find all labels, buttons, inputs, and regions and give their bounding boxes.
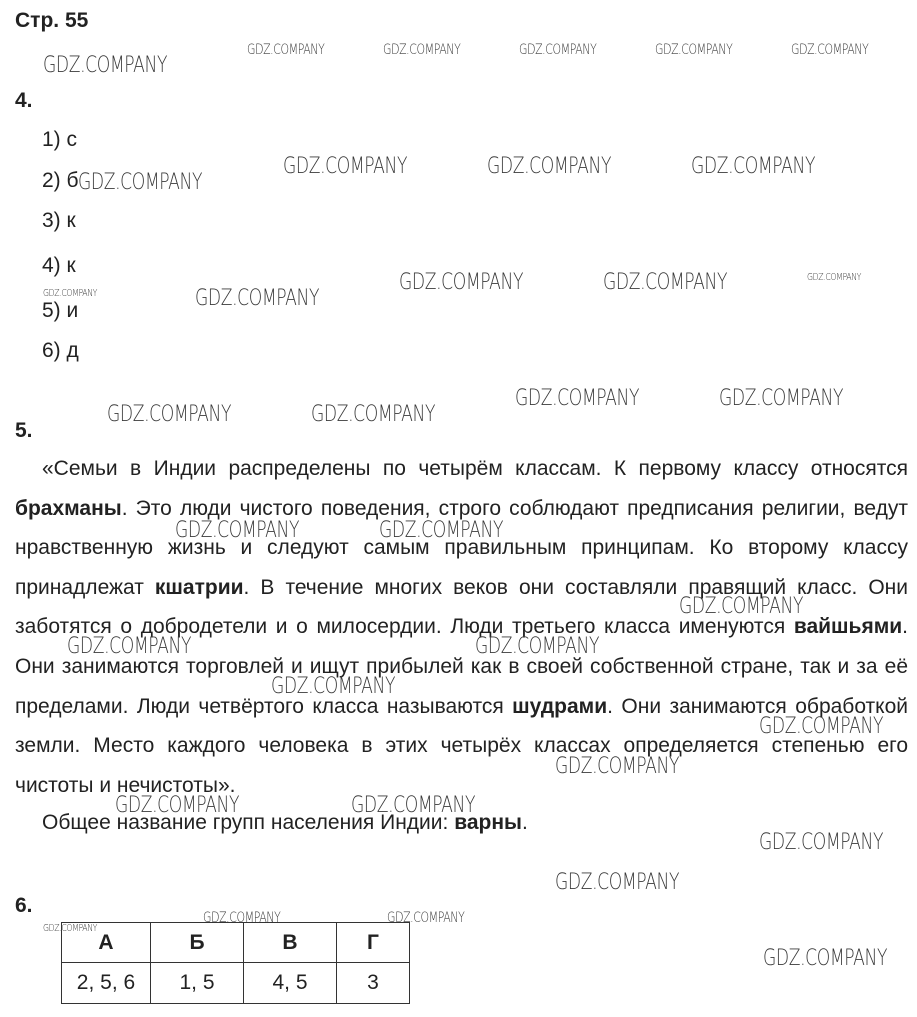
watermark-logo: GDZ.COMPANY (115, 793, 240, 818)
task-4-number: 4. (15, 89, 33, 112)
watermark-logo: GDZ.COMPANY (399, 270, 524, 295)
watermark-logo: GDZ.COMPANY (175, 518, 300, 543)
task-5-number: 5. (15, 419, 33, 442)
watermark-logo: GDZ.COMPANY (519, 42, 597, 58)
watermark-logo: GDZ.COMPANY (763, 946, 888, 971)
summary-answer: варны (454, 811, 522, 834)
table-cell-b: 1, 5 (151, 963, 244, 1004)
watermark-logo: GDZ.COMPANY (67, 634, 192, 659)
watermark-logo: GDZ.COMPANY (719, 386, 844, 411)
page-title: Стр. 55 (15, 9, 89, 32)
table-cell-v: 4, 5 (244, 963, 337, 1004)
watermark-logo: GDZ.COMPANY (555, 870, 680, 895)
watermark-logo: GDZ.COMPANY (555, 754, 680, 779)
task-4-answer-2: 2) б (42, 169, 79, 192)
watermark-logo: GDZ.COMPANY (311, 402, 436, 427)
table-header-row (62, 923, 410, 963)
watermark-logo: GDZ.COMPANY (43, 288, 98, 299)
watermark-logo: GDZ.COMPANY (791, 42, 869, 58)
watermark-logo: GDZ.COMPANY (759, 830, 884, 855)
summary-end: . (521, 811, 528, 834)
table-cell-g: 3 (337, 963, 410, 1004)
watermark-logo: GDZ.COMPANY (387, 910, 465, 926)
watermark-logo: GDZ.COMPANY (807, 272, 862, 283)
watermark-logo: GDZ.COMPANY (247, 42, 325, 58)
task-6-table (61, 922, 410, 1004)
task-4-answer-4: 4) к (42, 254, 76, 277)
task-4-answer-5: 5) и (42, 299, 79, 322)
term-vaishyas: вайшьями (793, 615, 903, 639)
watermark-logo: GDZ.COMPANY (515, 386, 640, 411)
table-row (62, 963, 410, 1004)
task-6-number: 6. (15, 894, 33, 917)
watermark-logo: GDZ.COMPANY (603, 270, 728, 295)
watermark-logo: GDZ.COMPANY (43, 53, 168, 78)
watermark-logo: GDZ.COMPANY (487, 154, 612, 179)
watermark-logo: GDZ.COMPANY (283, 154, 408, 179)
quote-part-2: . Это люди чистого поведения, строго соблюдают предписания религии, ведут нравственную жизнь и следуют самым правильным принципам. Ко второму классу принадлежат (15, 496, 908, 599)
watermark-logo: GDZ.COMPANY (195, 286, 320, 311)
watermark-logo: GDZ.COMPANY (655, 42, 733, 58)
watermark-logo: GDZ.COMPANY (383, 42, 461, 58)
term-brahmins: брахманы (15, 496, 122, 520)
watermark-logo: GDZ.COMPANY (351, 793, 476, 818)
task-4-answer-3: 3) к (42, 209, 76, 232)
quote-part-4: . Они занимаются торговлей и ищут прибылей как в своей собственной стране, так и за её пределами. Люди четвёртого класса называются (15, 615, 908, 718)
watermark-logo: GDZ.COMPANY (759, 714, 884, 739)
watermark-logo: GDZ.COMPANY (691, 154, 816, 179)
watermark-logo: GDZ.COMPANY (475, 634, 600, 659)
watermark-logo: GDZ.COMPANY (43, 923, 98, 934)
watermark-logo: GDZ.COMPANY (107, 402, 232, 427)
watermark-logo: GDZ.COMPANY (203, 910, 281, 926)
table-header-a: А (62, 923, 151, 963)
watermark-logo: GDZ.COMPANY (679, 594, 804, 619)
watermark-logo: GDZ.COMPANY (379, 518, 504, 543)
watermark-logo: GDZ.COMPANY (78, 170, 203, 195)
quote-part-1: «Семьи в Индии распределены по четырём классам. К первому классу относятся (42, 457, 908, 480)
watermark-logo: GDZ.COMPANY (271, 674, 396, 699)
table-cell-a: 2, 5, 6 (62, 963, 151, 1004)
summary-text: Общее название групп населения Индии: (42, 811, 455, 834)
term-kshatriyas: кшатрии (154, 575, 244, 599)
task-5-quote (15, 449, 908, 805)
table-header-b: Б (151, 923, 244, 963)
term-shudras: шудрами (512, 694, 608, 718)
task-4-answer-1: 1) с (42, 128, 78, 151)
task-4-answer-6: 6) д (42, 339, 79, 362)
quote-part-5: . Они занимаются обработкой земли. Место каждого человека в этих четырёх классах определяется степенью его чистоты и нечистоты». (15, 694, 908, 797)
quote-part-3: . В течение многих веков они составляли правящий класс. Они заботятся о добродетели и о милосердии. Люди третьего класса именуются (15, 575, 908, 639)
table-header-g: Г (337, 923, 410, 963)
table-header-v: В (244, 923, 337, 963)
